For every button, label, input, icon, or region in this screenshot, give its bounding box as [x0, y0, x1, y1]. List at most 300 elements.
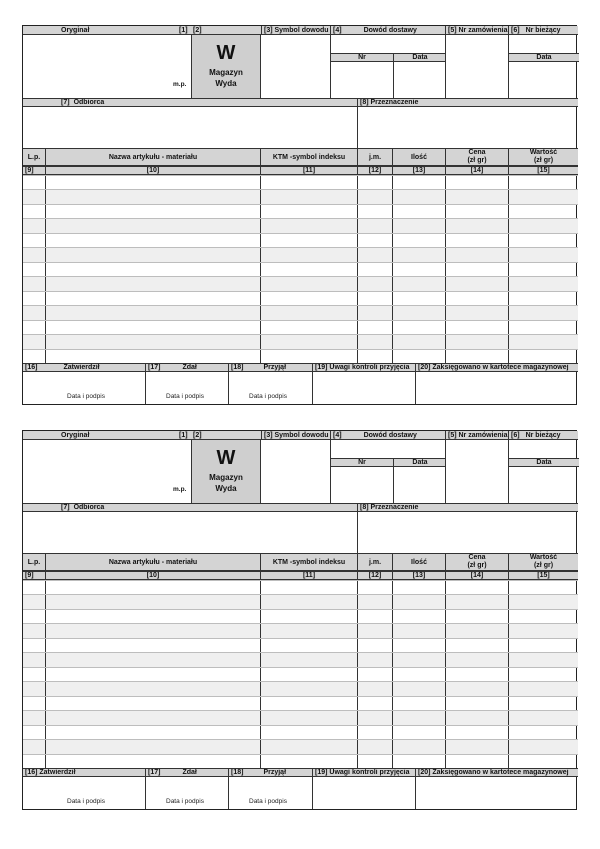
col-price-label: Cena	[468, 554, 486, 561]
doc-symbol-label: [3] Symbol dowodu	[264, 26, 329, 34]
original-header	[23, 431, 191, 440]
table-cell[interactable]	[445, 639, 508, 652]
table-cell[interactable]	[23, 697, 45, 710]
table-cell[interactable]	[357, 263, 392, 276]
table-cell[interactable]	[445, 321, 508, 334]
delivery-proof-area	[330, 440, 445, 503]
table-cell[interactable]	[23, 219, 45, 232]
table-cell[interactable]	[23, 292, 45, 305]
inspection-field[interactable]	[312, 372, 415, 404]
table-cell[interactable]	[23, 581, 45, 594]
table-cell[interactable]	[445, 190, 508, 203]
table-cell[interactable]	[260, 263, 357, 276]
handed-field[interactable]	[145, 372, 228, 404]
table-cell[interactable]	[45, 277, 260, 290]
table-cell[interactable]	[357, 653, 392, 666]
field-1-number: [1]	[179, 26, 188, 34]
order-number-label: [5] Nr zamówienia	[448, 26, 508, 34]
table-cell[interactable]	[45, 740, 260, 753]
table-cell[interactable]	[45, 755, 260, 768]
table-cell[interactable]	[260, 205, 357, 218]
table-cell[interactable]	[45, 205, 260, 218]
order-number-field[interactable]	[445, 35, 508, 98]
received-header	[228, 768, 312, 777]
table-cell[interactable]	[260, 755, 357, 768]
table-cell[interactable]	[392, 190, 445, 203]
table-cell[interactable]	[260, 335, 357, 348]
table-cell[interactable]	[357, 740, 392, 753]
field-6-number: [6]	[511, 431, 520, 439]
table-cell[interactable]	[445, 176, 508, 189]
inspection-label: [19] Uwagi kontroli przyjęcia	[315, 769, 410, 776]
table-cell[interactable]	[445, 711, 508, 724]
recipient-label: Odbiorca	[73, 504, 105, 511]
field-6-header	[508, 431, 578, 440]
table-cell[interactable]	[23, 755, 45, 768]
table-cell[interactable]	[23, 190, 45, 203]
table-cell[interactable]	[357, 321, 392, 334]
booked-label: [20] Zaksięgowano w kartotece magazynowej	[418, 364, 569, 371]
table-cell[interactable]	[392, 668, 445, 681]
table-cell[interactable]	[45, 190, 260, 203]
document-type-box	[191, 35, 261, 98]
recipient-field[interactable]	[23, 107, 357, 148]
table-cell[interactable]	[508, 697, 578, 710]
table-cell[interactable]	[260, 610, 357, 623]
table-cell[interactable]	[260, 740, 357, 753]
item-rows	[23, 580, 578, 768]
table-cell[interactable]	[45, 697, 260, 710]
current-date-field[interactable]	[509, 62, 578, 98]
table-cell[interactable]	[45, 639, 260, 652]
table-cell[interactable]	[23, 176, 45, 189]
table-cell[interactable]	[23, 248, 45, 261]
table-cell[interactable]	[508, 726, 578, 739]
table-cell[interactable]	[45, 711, 260, 724]
field-6-number: [6]	[511, 26, 520, 34]
table-cell[interactable]	[45, 581, 260, 594]
table-cell[interactable]	[445, 248, 508, 261]
doc-symbol-field[interactable]	[261, 35, 330, 98]
delivery-nr-label: Nr	[358, 459, 366, 466]
table-cell[interactable]	[23, 639, 45, 652]
table-cell[interactable]	[45, 176, 260, 189]
table-cell[interactable]	[45, 726, 260, 739]
table-cell[interactable]	[357, 190, 392, 203]
table-cell[interactable]	[508, 653, 578, 666]
table-cell[interactable]	[508, 234, 578, 247]
col-lp-header	[23, 148, 45, 166]
booked-header	[415, 363, 578, 372]
table-cell[interactable]	[23, 277, 45, 290]
table-cell[interactable]	[508, 740, 578, 753]
table-cell[interactable]	[445, 335, 508, 348]
booked-field[interactable]	[415, 372, 578, 404]
table-cell[interactable]	[392, 682, 445, 695]
table-cell[interactable]	[392, 639, 445, 652]
table-row	[23, 247, 578, 261]
field-13-number: [13]	[412, 167, 426, 174]
destination-field[interactable]	[357, 107, 578, 148]
table-cell[interactable]	[392, 350, 445, 363]
table-cell[interactable]	[445, 350, 508, 363]
table-cell[interactable]	[392, 624, 445, 637]
table-cell[interactable]	[260, 350, 357, 363]
field-10-number: [10]	[146, 167, 160, 174]
table-row	[23, 652, 578, 666]
table-cell[interactable]	[357, 248, 392, 261]
table-cell[interactable]	[392, 595, 445, 608]
current-date-header	[509, 458, 579, 467]
table-cell[interactable]	[508, 682, 578, 695]
field-4-header	[330, 431, 445, 440]
col-qty-label: Ilość	[411, 153, 427, 161]
delivery-proof-field[interactable]	[331, 440, 445, 458]
table-cell[interactable]	[392, 653, 445, 666]
doc-symbol-field[interactable]	[261, 440, 330, 503]
table-cell[interactable]	[45, 292, 260, 305]
table-cell[interactable]	[23, 610, 45, 623]
table-cell[interactable]	[508, 581, 578, 594]
field-18-number: [18]	[231, 769, 244, 776]
table-cell[interactable]	[23, 306, 45, 319]
delivery-nr-field[interactable]	[331, 62, 393, 98]
delivery-date-field[interactable]	[393, 62, 446, 98]
table-cell[interactable]	[45, 219, 260, 232]
table-cell[interactable]	[445, 581, 508, 594]
table-cell[interactable]	[445, 205, 508, 218]
table-row	[23, 291, 578, 305]
table-cell[interactable]	[260, 639, 357, 652]
table-cell[interactable]	[23, 711, 45, 724]
table-cell[interactable]	[392, 711, 445, 724]
table-cell[interactable]	[445, 306, 508, 319]
table-cell[interactable]	[357, 234, 392, 247]
table-cell[interactable]	[23, 335, 45, 348]
table-cell[interactable]	[508, 595, 578, 608]
document-type-letter: W	[216, 42, 236, 64]
table-cell[interactable]	[23, 653, 45, 666]
table-cell[interactable]	[45, 335, 260, 348]
issue-line: Wyda	[215, 484, 237, 493]
table-cell[interactable]	[445, 219, 508, 232]
current-number-field[interactable]	[509, 35, 578, 53]
table-cell[interactable]	[260, 234, 357, 247]
table-cell[interactable]	[445, 653, 508, 666]
table-cell[interactable]	[445, 755, 508, 768]
table-cell[interactable]	[260, 277, 357, 290]
table-cell[interactable]	[392, 219, 445, 232]
doc-symbol-label: [3] Symbol dowodu	[264, 431, 329, 439]
table-cell[interactable]	[392, 740, 445, 753]
table-cell[interactable]	[508, 277, 578, 290]
document-type-letter: W	[216, 447, 236, 469]
delivery-date-field[interactable]	[393, 467, 446, 503]
table-cell[interactable]	[392, 263, 445, 276]
table-cell[interactable]	[508, 190, 578, 203]
delivery-proof-area	[330, 35, 445, 98]
current-date-field[interactable]	[509, 467, 578, 503]
table-cell[interactable]	[260, 581, 357, 594]
col-lp-label: L.p.	[27, 153, 41, 161]
table-cell[interactable]	[45, 321, 260, 334]
delivery-proof-label: Dowód dostawy	[363, 26, 417, 34]
table-cell[interactable]	[23, 263, 45, 276]
order-number-label: [5] Nr zamówienia	[448, 431, 508, 439]
field-4-header	[330, 26, 445, 35]
col-ktm-label: KTM -symbol indeksu	[272, 558, 346, 566]
booked-field[interactable]	[415, 777, 578, 809]
received-date-sign: Data i podpis	[249, 393, 287, 400]
current-number-label: Nr bieżący	[525, 431, 561, 439]
approved-field[interactable]	[23, 777, 145, 809]
table-cell[interactable]	[392, 234, 445, 247]
table-cell[interactable]	[357, 697, 392, 710]
table-cell[interactable]	[23, 321, 45, 334]
col-ktm-header	[260, 553, 357, 571]
field-12-number: [12]	[368, 572, 382, 579]
table-cell[interactable]	[508, 219, 578, 232]
table-cell[interactable]	[445, 682, 508, 695]
col-15-number	[508, 571, 578, 580]
table-cell[interactable]	[392, 306, 445, 319]
table-cell[interactable]	[392, 205, 445, 218]
col-qty-header	[392, 553, 445, 571]
table-cell[interactable]	[357, 755, 392, 768]
table-cell[interactable]	[260, 219, 357, 232]
table-cell[interactable]	[357, 292, 392, 305]
warehouse-line: Magazyn	[209, 68, 243, 77]
table-cell[interactable]	[260, 668, 357, 681]
field-9-number: [9]	[25, 572, 34, 579]
recipient-field[interactable]	[23, 512, 357, 553]
table-cell[interactable]	[23, 205, 45, 218]
table-cell[interactable]	[445, 595, 508, 608]
table-cell[interactable]	[392, 755, 445, 768]
table-cell[interactable]	[357, 176, 392, 189]
table-cell[interactable]	[260, 321, 357, 334]
table-cell[interactable]	[445, 726, 508, 739]
current-number-field[interactable]	[509, 440, 578, 458]
table-cell[interactable]	[357, 711, 392, 724]
table-cell[interactable]	[508, 321, 578, 334]
col-jm-header	[357, 148, 392, 166]
table-cell[interactable]	[45, 306, 260, 319]
table-cell[interactable]	[445, 234, 508, 247]
table-cell[interactable]	[508, 306, 578, 319]
table-cell[interactable]	[357, 205, 392, 218]
received-field[interactable]	[228, 777, 312, 809]
received-field[interactable]	[228, 372, 312, 404]
table-cell[interactable]	[508, 624, 578, 637]
table-cell[interactable]	[508, 176, 578, 189]
table-cell[interactable]	[357, 682, 392, 695]
current-number-area	[508, 440, 578, 503]
col-value-label: Wartość	[529, 149, 558, 156]
delivery-date-header	[393, 458, 446, 467]
table-cell[interactable]	[392, 176, 445, 189]
field-15-number: [15]	[537, 572, 550, 579]
table-cell[interactable]	[392, 277, 445, 290]
col-jm-header	[357, 553, 392, 571]
table-cell[interactable]	[392, 292, 445, 305]
table-cell[interactable]	[260, 595, 357, 608]
table-cell[interactable]	[392, 610, 445, 623]
approved-field[interactable]	[23, 372, 145, 404]
table-cell[interactable]	[508, 248, 578, 261]
table-cell[interactable]	[357, 668, 392, 681]
table-cell[interactable]	[23, 234, 45, 247]
table-cell[interactable]	[45, 668, 260, 681]
booked-header	[415, 768, 578, 777]
table-cell[interactable]	[392, 726, 445, 739]
table-cell[interactable]	[357, 726, 392, 739]
table-cell[interactable]	[357, 335, 392, 348]
table-cell[interactable]	[260, 624, 357, 637]
table-cell[interactable]	[260, 697, 357, 710]
table-cell[interactable]	[357, 581, 392, 594]
handed-field[interactable]	[145, 777, 228, 809]
table-cell[interactable]	[445, 263, 508, 276]
field-2-number: [2]	[193, 26, 202, 34]
delivery-nr-label: Nr	[358, 54, 366, 61]
table-cell[interactable]	[357, 306, 392, 319]
table-cell[interactable]	[392, 335, 445, 348]
table-cell[interactable]	[508, 668, 578, 681]
table-cell[interactable]	[508, 639, 578, 652]
table-cell[interactable]	[445, 697, 508, 710]
field-1-number: [1]	[179, 431, 188, 439]
table-cell[interactable]	[392, 321, 445, 334]
table-cell[interactable]	[260, 306, 357, 319]
table-cell[interactable]	[508, 755, 578, 768]
table-row	[23, 681, 578, 695]
delivery-nr-header	[331, 458, 393, 467]
table-cell[interactable]	[260, 711, 357, 724]
col-13-number	[392, 166, 445, 175]
table-cell[interactable]	[508, 610, 578, 623]
col-ktm-label: KTM -symbol indeksu	[272, 153, 346, 161]
field-16-number: [16] Zatwierdził	[25, 769, 76, 776]
table-cell[interactable]	[508, 711, 578, 724]
table-cell[interactable]	[45, 350, 260, 363]
handed-date-sign: Data i podpis	[166, 393, 204, 400]
table-cell[interactable]	[392, 697, 445, 710]
table-row	[23, 623, 578, 637]
delivery-nr-field[interactable]	[331, 467, 393, 503]
table-cell[interactable]	[445, 668, 508, 681]
field-16-number: [16]	[25, 364, 38, 371]
destination-field[interactable]	[357, 512, 578, 553]
table-cell[interactable]	[260, 248, 357, 261]
table-cell[interactable]	[357, 639, 392, 652]
table-cell[interactable]	[392, 248, 445, 261]
col-jm-label: j.m.	[368, 153, 382, 161]
table-cell[interactable]	[45, 263, 260, 276]
table-cell[interactable]	[357, 350, 392, 363]
table-cell[interactable]	[45, 682, 260, 695]
table-cell[interactable]	[508, 292, 578, 305]
col-14-number	[445, 166, 508, 175]
table-row	[23, 710, 578, 724]
table-cell[interactable]	[392, 581, 445, 594]
table-cell[interactable]	[357, 595, 392, 608]
inspection-header	[312, 768, 415, 777]
inspection-label: [19] Uwagi kontroli przyjęcia	[315, 364, 410, 371]
original-field[interactable]	[23, 35, 191, 98]
table-cell[interactable]	[45, 234, 260, 247]
col-name-header	[45, 148, 260, 166]
table-row	[23, 725, 578, 739]
table-cell[interactable]	[445, 740, 508, 753]
table-cell[interactable]	[260, 726, 357, 739]
delivery-date-label: Data	[412, 54, 428, 61]
inspection-field[interactable]	[312, 777, 415, 809]
table-cell[interactable]	[357, 624, 392, 637]
table-cell[interactable]	[357, 610, 392, 623]
table-cell[interactable]	[445, 292, 508, 305]
table-cell[interactable]	[508, 335, 578, 348]
table-cell[interactable]	[357, 277, 392, 290]
table-cell[interactable]	[260, 190, 357, 203]
document-type-box	[191, 440, 261, 503]
item-rows	[23, 175, 578, 363]
table-row	[23, 233, 578, 247]
table-cell[interactable]	[45, 248, 260, 261]
table-cell[interactable]	[508, 205, 578, 218]
table-cell[interactable]	[357, 219, 392, 232]
table-cell[interactable]	[23, 726, 45, 739]
table-cell[interactable]	[23, 350, 45, 363]
col-name-label: Nazwa artykułu - materiału	[108, 558, 198, 566]
table-cell[interactable]	[260, 176, 357, 189]
delivery-proof-field[interactable]	[331, 35, 445, 53]
col-9-number	[23, 166, 45, 175]
table-cell[interactable]	[23, 624, 45, 637]
col-10-number	[45, 571, 260, 580]
table-cell[interactable]	[445, 277, 508, 290]
table-cell[interactable]	[45, 624, 260, 637]
table-cell[interactable]	[23, 682, 45, 695]
mp-label: m.p.	[173, 81, 187, 88]
delivery-nr-header	[331, 53, 393, 62]
table-cell[interactable]	[45, 595, 260, 608]
approved-label: Zatwierdził	[63, 364, 100, 371]
approved-header	[23, 363, 145, 372]
table-cell[interactable]	[445, 610, 508, 623]
table-cell[interactable]	[23, 595, 45, 608]
inspection-header	[312, 363, 415, 372]
table-cell[interactable]	[445, 624, 508, 637]
table-cell[interactable]	[23, 740, 45, 753]
handed-label: Zdał	[182, 769, 197, 776]
table-cell[interactable]	[260, 682, 357, 695]
order-number-field[interactable]	[445, 440, 508, 503]
table-cell[interactable]	[260, 653, 357, 666]
table-cell[interactable]	[45, 610, 260, 623]
current-date-label: Data	[536, 54, 552, 61]
table-cell[interactable]	[45, 653, 260, 666]
table-cell[interactable]	[260, 292, 357, 305]
table-cell[interactable]	[23, 668, 45, 681]
table-cell[interactable]	[508, 350, 578, 363]
original-field[interactable]	[23, 440, 191, 503]
current-number-label: Nr bieżący	[525, 26, 561, 34]
mp-label: m.p.	[173, 486, 187, 493]
col-10-number	[45, 166, 260, 175]
table-cell[interactable]	[508, 263, 578, 276]
table-row	[23, 696, 578, 710]
